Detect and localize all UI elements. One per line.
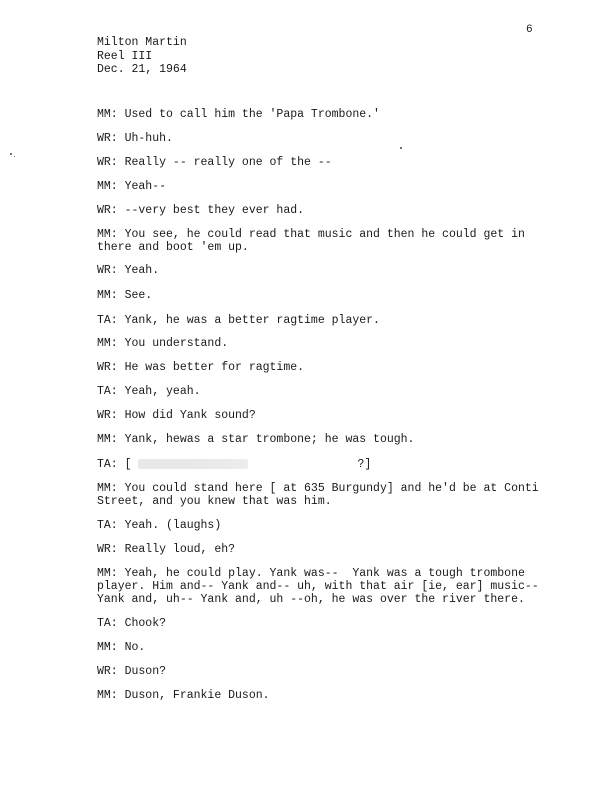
transcript-line: MM: Used to call him the 'Papa Trombone.': [97, 108, 380, 121]
illegible-redaction: [138, 459, 248, 469]
bracket-close: ?]: [357, 458, 372, 471]
transcript-line: WR: --very best they ever had.: [97, 204, 305, 217]
transcript-line: WR: Really loud, eh?: [97, 543, 236, 556]
transcript-line: MM: See.: [97, 289, 153, 302]
transcript-line: WR: Really -- really one of the --: [97, 156, 332, 169]
transcript-line: TA: Yank, he was a better ragtime player.: [97, 314, 380, 327]
transcript-line: Yank and, uh-- Yank and, uh --oh, he was over the river there.: [97, 593, 525, 606]
document-header: [97, 36, 187, 77]
transcript-line: there and boot 'em up.: [97, 241, 249, 254]
transcript-line: MM: You could stand here [ at 635 Burgundy] and he'd be at Conti: [97, 482, 539, 495]
scan-speck: [10, 153, 12, 155]
speaker-bracket-open: TA: [: [97, 458, 132, 471]
scan-speck: [14, 156, 15, 157]
transcript-line: Street, and you knew that was him.: [97, 495, 332, 508]
transcript-line: WR: How did Yank sound?: [97, 409, 256, 422]
transcript-line: WR: Yeah.: [97, 264, 160, 277]
transcript-line: MM: No.: [97, 641, 146, 654]
transcript-line: WR: Uh-huh.: [97, 132, 173, 145]
transcript-line: MM: Yeah--: [97, 180, 167, 193]
transcript-line: MM: You see, he could read that music and then he could get in: [97, 228, 525, 241]
transcript-line: WR: He was better for ragtime.: [97, 361, 305, 374]
transcript-line-illegible: [97, 458, 371, 472]
page-number: 6: [526, 24, 533, 36]
interview-date: Dec. 21, 1964: [97, 63, 187, 76]
transcript-line: MM: You understand.: [97, 337, 229, 350]
transcript-line: MM: Yeah, he could play. Yank was-- Yank was a tough trombone: [97, 567, 525, 580]
transcript-line: TA: Yeah, yeah.: [97, 385, 201, 398]
transcript-line: MM: Yank, hewas a star trombone; he was tough.: [97, 433, 415, 446]
transcript-line: MM: Duson, Frankie Duson.: [97, 689, 270, 702]
interviewee-name: Milton Martin: [97, 36, 187, 49]
scan-speck: [400, 147, 402, 149]
transcript-line: TA: Yeah. (laughs): [97, 519, 222, 532]
transcript-line: TA: Chook?: [97, 617, 167, 630]
reel-label: Reel III: [97, 49, 153, 63]
transcript-line: WR: Duson?: [97, 665, 167, 678]
transcript-line: player. Him and-- Yank and-- uh, with that air [ie, ear] music--: [97, 580, 539, 593]
